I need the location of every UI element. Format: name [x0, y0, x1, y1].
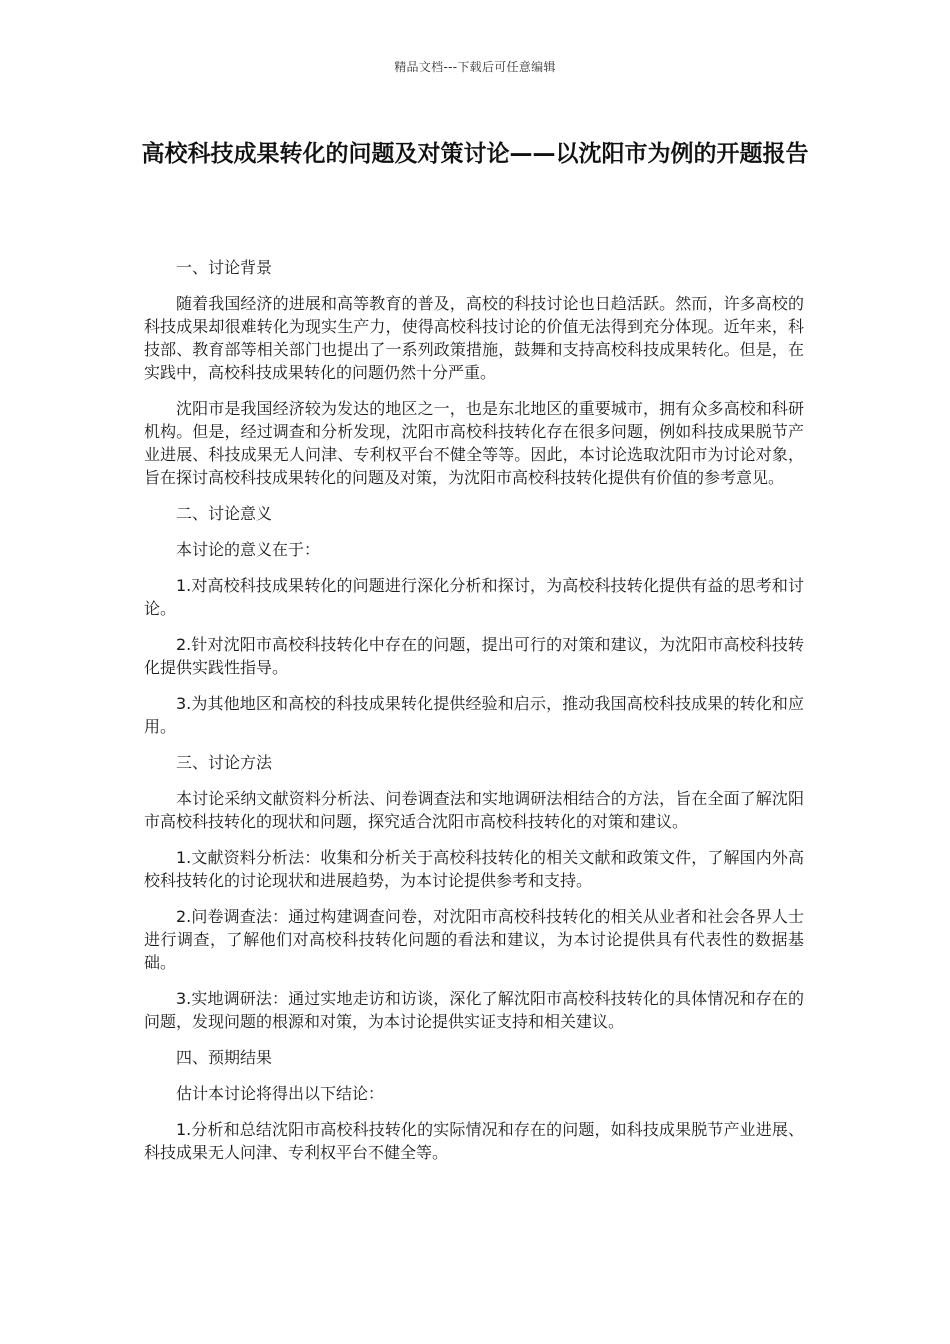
page-title: 高校科技成果转化的问题及对策讨论——以沈阳市为例的开题报告	[141, 141, 809, 167]
list-item-methods-1: 1.文献资料分析法：收集和分析关于高校科技转化的相关文献和政策文件，了解国内外高校科技转化的讨论现状和进展趋势，为本讨论提供参考和支持。	[144, 848, 804, 890]
paragraph-significance-intro: 本讨论的意义在于：	[176, 540, 321, 559]
header-note: 精品文档---下载后可任意编辑	[394, 60, 556, 74]
section-heading-background: 一、讨论背景	[176, 258, 273, 277]
section-heading-significance: 二、讨论意义	[176, 504, 273, 523]
paragraph-methods-intro: 本讨论采纳文献资料分析法、问卷调查法和实地调研法相结合的方法，旨在全面了解沈阳市高校科技转化的现状和问题，探究适合沈阳市高校科技转化的对策和建议。	[144, 789, 804, 831]
paragraph-background-2: 沈阳市是我国经济较为发达的地区之一，也是东北地区的重要城市，拥有众多高校和科研机构。但是，经过调查和分析发现，沈阳市高校科技转化存在很多问题，例如科技成果脱节产业进展、科技成果无人问津、专利权平台不健全等等。因此，本讨论选取沈阳市为讨论对象，旨在探讨高校科技成果转化的问题及对策，为沈阳市高校科技转化提供有价值的参考意见。	[144, 399, 804, 487]
section-heading-methods: 三、讨论方法	[176, 753, 273, 772]
paragraph-results-intro: 估计本讨论将得出以下结论：	[176, 1084, 385, 1103]
list-item-significance-1: 1.对高校科技成果转化的问题进行深化分析和探讨，为高校科技转化提供有益的思考和讨论。	[144, 576, 804, 618]
list-item-methods-3: 3.实地调研法：通过实地走访和访谈，深化了解沈阳市高校科技转化的具体情况和存在的问题，发现问题的根源和对策，为本讨论提供实证支持和相关建议。	[144, 989, 804, 1031]
list-item-significance-3: 3.为其他地区和高校的科技成果转化提供经验和启示，推动我国高校科技成果的转化和应用。	[144, 694, 804, 736]
list-item-results-1: 1.分析和总结沈阳市高校科技转化的实际情况和存在的问题，如科技成果脱节产业进展、科技成果无人问津、专利权平台不健全等。	[144, 1120, 804, 1162]
document-body	[144, 256, 804, 1177]
list-item-methods-2: 2.问卷调查法：通过构建调查问卷，对沈阳市高校科技转化的相关从业者和社会各界人士进行调查，了解他们对高校科技转化问题的看法和建议，为本讨论提供具有代表性的数据基础。	[144, 907, 804, 972]
section-heading-results: 四、预期结果	[176, 1048, 273, 1067]
list-item-significance-2: 2.针对沈阳市高校科技转化中存在的问题，提出可行的对策和建议，为沈阳市高校科技转化提供实践性指导。	[144, 635, 804, 677]
paragraph-background-1: 随着我国经济的进展和高等教育的普及，高校的科技讨论也日趋活跃。然而，许多高校的科技成果却很难转化为现实生产力，使得高校科技讨论的价值无法得到充分体现。近年来，科技部、教育部等相关部门也提出了一系列政策措施，鼓舞和支持高校科技成果转化。但是，在实践中，高校科技成果转化的问题仍然十分严重。	[144, 294, 804, 382]
